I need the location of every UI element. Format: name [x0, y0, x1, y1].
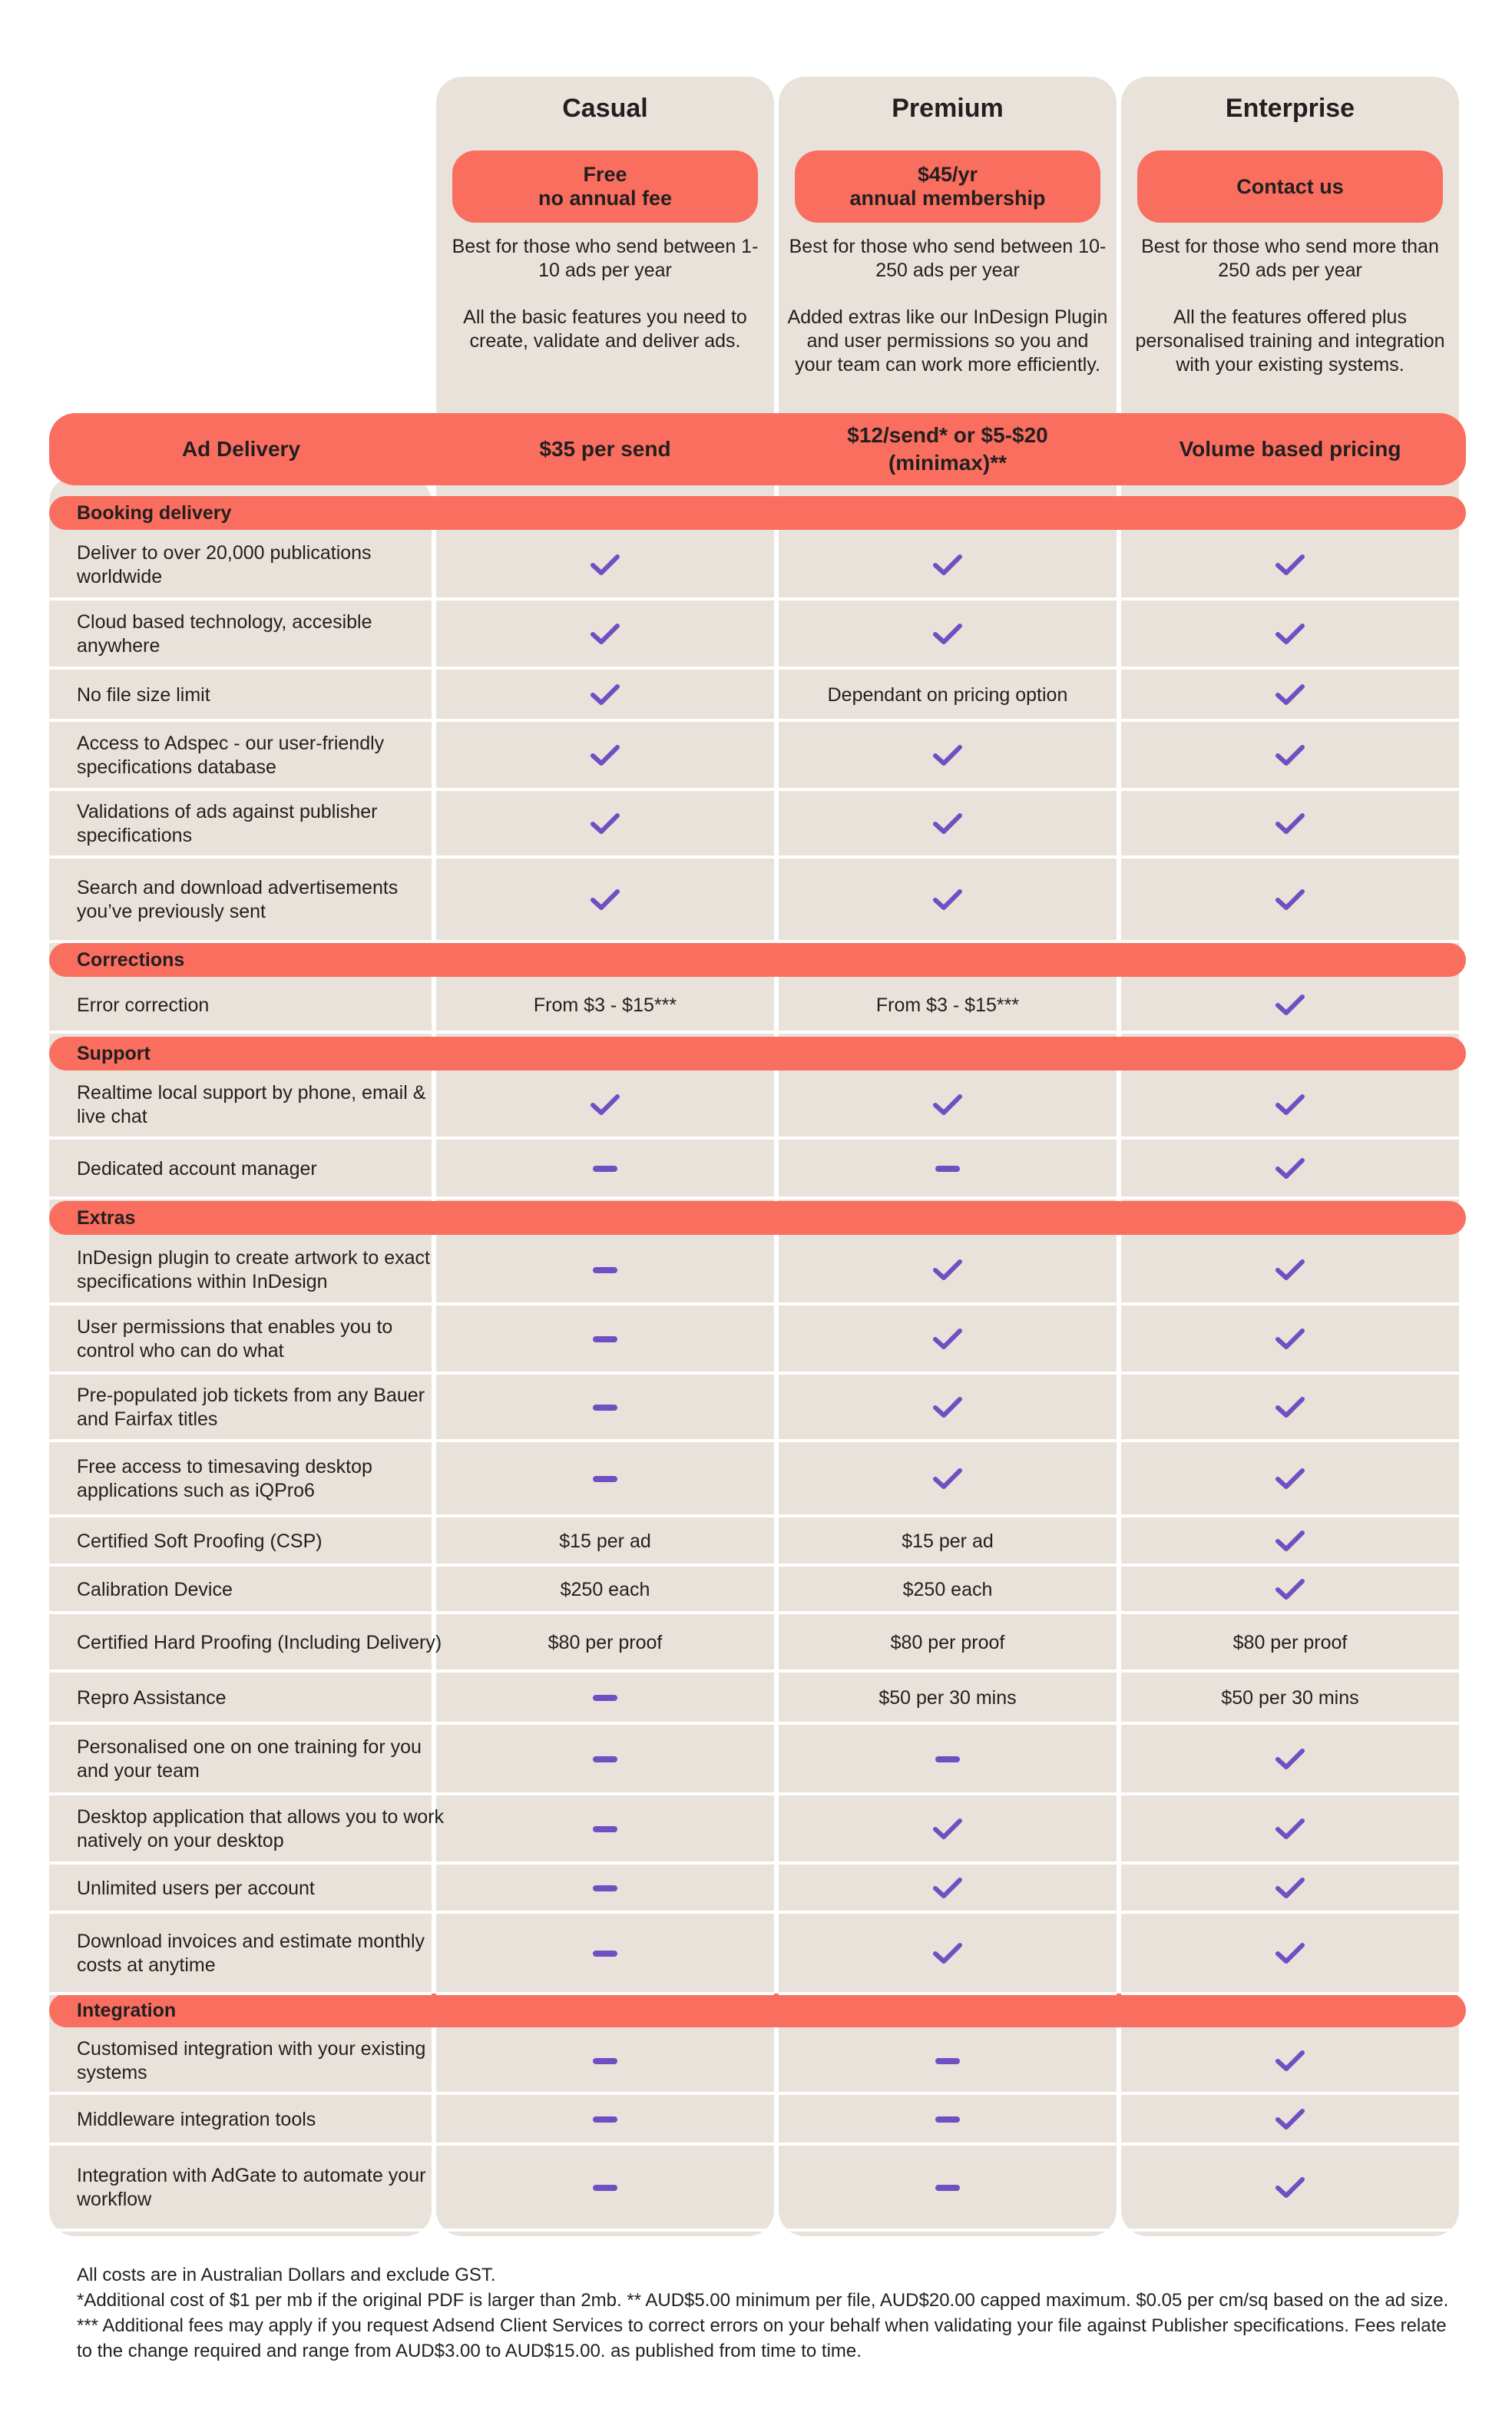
table-row: [49, 1140, 1466, 1198]
check-icon: [1275, 554, 1305, 577]
check-icon: [591, 744, 620, 767]
dash-icon: [935, 2185, 960, 2191]
cell-premium-text: From $3 - $15***: [875, 994, 1020, 1016]
cell-premium: [779, 1795, 1117, 1863]
check-icon: [933, 1877, 962, 1900]
cell-casual: [436, 859, 774, 941]
plan-price-line2: no annual fee: [538, 187, 673, 210]
footnote: All costs are in Australian Dollars and exclude GST.: [77, 2265, 496, 2285]
row-divider: [1121, 1992, 1459, 1995]
dash-icon: [593, 1336, 617, 1342]
dash-icon: [593, 1695, 617, 1701]
cell-casual: [436, 1725, 774, 1794]
cell-enterprise: [1121, 1517, 1459, 1565]
table-row: [49, 601, 1466, 668]
feature-label: Dedicated account manager: [77, 1157, 317, 1180]
cell-casual-text: From $3 - $15***: [533, 994, 677, 1016]
cell-premium: [779, 722, 1117, 789]
table-row: [49, 791, 1466, 857]
check-icon: [1275, 1818, 1305, 1841]
row-divider: [1121, 2229, 1459, 2232]
dash-icon: [935, 1756, 960, 1762]
cell-premium-text: $80 per proof: [890, 1631, 1005, 1653]
table-row: [49, 859, 1466, 941]
plan-price-line1: $45/yr: [917, 163, 978, 186]
footnote: *Additional cost of $1 per mb if the original PDF is larger than 2mb. ** AUD$5.00 minimum per file, AUD$20.00 capped maximum. $0.05 per cm/sq based on the ad size.: [77, 2290, 1449, 2311]
dash-icon: [935, 2116, 960, 2123]
dash-icon: [593, 2116, 617, 2123]
ad-delivery-enterprise: Volume based pricing: [1179, 437, 1401, 461]
cell-premium: [779, 531, 1117, 599]
section-corrections: [49, 943, 1466, 977]
cell-casual: [436, 1375, 774, 1441]
cell-enterprise: [1121, 1567, 1459, 1613]
check-icon: [591, 683, 620, 707]
plan-features-summary: Added extras like our InDesign Plugin and user permissions so you and your team can work more efficiently.: [787, 306, 1108, 376]
check-icon: [1275, 994, 1305, 1017]
section-extras: [49, 1201, 1466, 1235]
feature-label: Access to Adspec - our user-friendly specifications database: [77, 733, 385, 778]
check-icon: [1275, 1877, 1305, 1900]
check-icon: [591, 554, 620, 577]
table-row: [49, 1517, 1466, 1565]
cell-enterprise-text: $50 per 30 mins: [1221, 1686, 1359, 1709]
table-row: [49, 1236, 1466, 1304]
table-row: [49, 1673, 1466, 1723]
plan-name: Enterprise: [1225, 94, 1355, 123]
feature-label: Personalised one on one training for you and your team: [77, 1736, 422, 1782]
dash-icon: [935, 1166, 960, 1172]
dash-icon: [593, 1885, 617, 1891]
cell-casual: [436, 2146, 774, 2230]
table-row: [49, 1442, 1466, 1516]
cell-enterprise: [1121, 2095, 1459, 2144]
check-icon: [933, 1259, 962, 1282]
row-divider: [779, 2229, 1117, 2232]
row-divider: [49, 1031, 432, 1034]
cell-enterprise: [1121, 1914, 1459, 1994]
plan-name: Premium: [892, 94, 1004, 123]
check-icon: [1275, 2108, 1305, 2131]
plan-features-summary: All the features offered plus personalised training and integration with your existing systems.: [1135, 306, 1445, 376]
check-icon: [1275, 889, 1305, 912]
cell-casual: [436, 722, 774, 789]
check-icon: [1275, 1942, 1305, 1965]
row-divider: [436, 940, 774, 943]
row-divider: [779, 1196, 1117, 1200]
plan-price-pill[interactable]: [452, 151, 758, 223]
cell-premium: [779, 2095, 1117, 2144]
row-divider: [1121, 940, 1459, 943]
table-row: [49, 1795, 1466, 1863]
feature-label: Validations of ads against publisher specifications: [77, 801, 378, 846]
check-icon: [1275, 623, 1305, 646]
cell-premium: [779, 1914, 1117, 1994]
section-integration: [49, 1994, 1466, 2027]
check-icon: [1275, 1530, 1305, 1553]
table-row: [49, 1072, 1466, 1138]
feature-label: Pre-populated job tickets from any Bauer and Fairfax titles: [77, 1385, 425, 1430]
cell-enterprise: [1121, 2029, 1459, 2093]
cell-enterprise: [1121, 1442, 1459, 1516]
dash-icon: [593, 1826, 617, 1832]
check-icon: [933, 623, 962, 646]
feature-label: Error correction: [77, 994, 210, 1016]
cell-enterprise: [1121, 1305, 1459, 1373]
cell-premium: [779, 791, 1117, 857]
section-support: [49, 1037, 1466, 1071]
cell-enterprise: [1121, 1725, 1459, 1794]
plan-price-line1: Free: [583, 163, 627, 186]
row-divider: [436, 1992, 774, 1995]
cell-enterprise: [1121, 670, 1459, 720]
cell-casual: [436, 1305, 774, 1373]
dash-icon: [593, 2058, 617, 2064]
check-icon: [1275, 683, 1305, 707]
feature-label: Download invoices and estimate monthly costs at anytime: [77, 1931, 425, 1976]
row-divider: [49, 2229, 432, 2232]
cell-premium-text: $50 per 30 mins: [878, 1686, 1017, 1709]
cell-enterprise: [1121, 1236, 1459, 1304]
table-row: [49, 2146, 1466, 2230]
dash-icon: [593, 1951, 617, 1957]
cell-premium: [779, 1725, 1117, 1794]
feature-label: Cloud based technology, accesible anywhere: [77, 611, 372, 657]
ad-delivery-casual: $35 per send: [539, 437, 671, 461]
dash-icon: [593, 1267, 617, 1273]
section-title: Corrections: [77, 949, 185, 971]
cell-premium: [779, 1305, 1117, 1373]
feature-label: Repro Assistance: [77, 1686, 227, 1709]
cell-casual: [436, 1072, 774, 1138]
check-icon: [1275, 744, 1305, 767]
ad-delivery-band: [49, 413, 1466, 485]
check-icon: [933, 1094, 962, 1117]
cell-enterprise: [1121, 791, 1459, 857]
feature-label: No file size limit: [77, 683, 210, 706]
cell-premium: [779, 1072, 1117, 1138]
table-row: [49, 978, 1466, 1032]
cell-premium: [779, 859, 1117, 941]
plan-name: Casual: [562, 94, 648, 123]
plan-description: Best for those who send between 10-250 ads per year: [789, 236, 1107, 281]
feature-label: Deliver to over 20,000 publications worldwide: [77, 542, 372, 587]
row-divider: [49, 1992, 432, 1995]
dash-icon: [935, 2058, 960, 2064]
cell-premium-text: $250 each: [902, 1578, 993, 1600]
cell-enterprise: [1121, 978, 1459, 1032]
cell-enterprise: [1121, 1140, 1459, 1198]
table-row: [49, 722, 1466, 789]
check-icon: [933, 744, 962, 767]
table-row: [49, 1614, 1466, 1671]
row-divider: [1121, 1196, 1459, 1200]
check-icon: [1275, 1468, 1305, 1491]
cell-premium: [779, 1865, 1117, 1912]
check-icon: [1275, 1094, 1305, 1117]
dash-icon: [593, 2185, 617, 2191]
plan-description: Best for those who send more than 250 ads per year: [1141, 236, 1439, 281]
check-icon: [1275, 812, 1305, 836]
cell-enterprise: [1121, 531, 1459, 599]
feature-label: Integration with AdGate to automate your workflow: [77, 2165, 426, 2210]
row-divider: [779, 1031, 1117, 1034]
cell-enterprise: [1121, 1865, 1459, 1912]
cell-casual: [436, 1236, 774, 1304]
check-icon: [1275, 1328, 1305, 1351]
cell-premium-text: Dependant on pricing option: [827, 683, 1068, 706]
cell-enterprise: [1121, 1072, 1459, 1138]
row-divider: [779, 1992, 1117, 1995]
feature-label: InDesign plugin to create artwork to exact specifications within InDesign: [77, 1247, 430, 1292]
table-row: [49, 531, 1466, 599]
cell-casual: [436, 2095, 774, 2144]
feature-label: Free access to timesaving desktop applications such as iQPro6: [77, 1456, 372, 1501]
feature-label: Calibration Device: [77, 1578, 233, 1600]
cell-casual: [436, 1140, 774, 1198]
table-row: [49, 1375, 1466, 1441]
table-row: [49, 670, 1466, 720]
feature-label: Desktop application that allows you to work natively on your desktop: [77, 1806, 445, 1851]
check-icon: [933, 1942, 962, 1965]
cell-casual: [436, 1914, 774, 1994]
cell-enterprise: [1121, 1795, 1459, 1863]
cell-premium: [779, 2146, 1117, 2230]
check-icon: [933, 889, 962, 912]
dash-icon: [593, 1166, 617, 1172]
cell-enterprise: [1121, 1375, 1459, 1441]
section-title: Support: [77, 1043, 151, 1064]
cell-casual-text: $15 per ad: [559, 1530, 651, 1552]
check-icon: [933, 1468, 962, 1491]
section-title: Integration: [77, 2000, 177, 2021]
check-icon: [591, 623, 620, 646]
row-divider: [1121, 1031, 1459, 1034]
cell-casual-text: $80 per proof: [548, 1631, 663, 1653]
check-icon: [933, 1396, 962, 1419]
plan-price-line2: annual membership: [849, 187, 1046, 210]
row-divider: [436, 1031, 774, 1034]
row-divider: [49, 1196, 432, 1200]
cell-premium: [779, 1375, 1117, 1441]
cell-casual: [436, 670, 774, 720]
cell-casual: [436, 791, 774, 857]
dash-icon: [593, 1756, 617, 1762]
check-icon: [933, 1328, 962, 1351]
cell-enterprise: [1121, 601, 1459, 668]
check-icon: [1275, 1578, 1305, 1601]
table-row: [49, 1567, 1466, 1613]
row-divider: [436, 1196, 774, 1200]
feature-label: Certified Soft Proofing (CSP): [77, 1530, 323, 1552]
check-icon: [1275, 1157, 1305, 1180]
footnote: *** Additional fees may apply if you request Adsend Client Services to correct errors on your behalf when validating your file against Publisher specifications. Fees relate to the change required and range from AUD$3.00 to AUD$15.00. as published from time to time.: [77, 2315, 1447, 2361]
cell-casual: [436, 1865, 774, 1912]
cell-casual: [436, 601, 774, 668]
table-row: [49, 2095, 1466, 2144]
check-icon: [1275, 1259, 1305, 1282]
check-icon: [591, 812, 620, 836]
plan-price-pill[interactable]: [1137, 151, 1443, 223]
cell-casual-text: $250 each: [560, 1578, 650, 1600]
check-icon: [1275, 2050, 1305, 2073]
table-row: [49, 1865, 1466, 1912]
section-title: Extras: [77, 1207, 136, 1229]
check-icon: [591, 889, 620, 912]
feature-label: Middleware integration tools: [77, 2108, 316, 2130]
cell-premium: [779, 1442, 1117, 1516]
table-row: [49, 1914, 1466, 1994]
cell-casual: [436, 2029, 774, 2093]
cell-enterprise: [1121, 859, 1459, 941]
check-icon: [591, 1094, 620, 1117]
cell-casual: [436, 1442, 774, 1516]
check-icon: [933, 1818, 962, 1841]
cell-premium: [779, 2029, 1117, 2093]
dash-icon: [593, 1476, 617, 1482]
table-row: [49, 1305, 1466, 1373]
section-title: Booking delivery: [77, 502, 232, 524]
check-icon: [1275, 1748, 1305, 1771]
feature-label: Search and download advertisements you’ve previously sent: [77, 877, 399, 922]
feature-label: User permissions that enables you to control who can do what: [77, 1316, 393, 1362]
cell-premium-text: $15 per ad: [902, 1530, 994, 1552]
feature-label: Certified Hard Proofing (Including Delivery): [77, 1631, 442, 1653]
cell-casual: [436, 1673, 774, 1723]
check-icon: [1275, 1396, 1305, 1419]
row-divider: [49, 940, 432, 943]
cell-enterprise: [1121, 2146, 1459, 2230]
check-icon: [1275, 2176, 1305, 2199]
plan-price-pill[interactable]: [795, 151, 1100, 223]
feature-label: Realtime local support by phone, email & live chat: [77, 1082, 426, 1127]
plan-description: Best for those who send between 1-10 ads per year: [452, 236, 759, 281]
plan-price-line1: Contact us: [1236, 174, 1344, 198]
cell-casual: [436, 531, 774, 599]
table-row: [49, 2029, 1466, 2093]
cell-premium: [779, 601, 1117, 668]
row-divider: [436, 2229, 774, 2232]
cell-enterprise: [1121, 722, 1459, 789]
check-icon: [933, 554, 962, 577]
footnotes: [77, 2262, 1451, 2364]
ad-delivery-label: Ad Delivery: [181, 437, 301, 461]
feature-label: Unlimited users per account: [77, 1877, 315, 1899]
cell-enterprise-text: $80 per proof: [1232, 1631, 1348, 1653]
plan-features-summary: All the basic features you need to create, validate and deliver ads.: [463, 306, 747, 352]
table-row: [49, 1725, 1466, 1794]
row-divider: [779, 940, 1117, 943]
cell-casual: [436, 1795, 774, 1863]
check-icon: [933, 812, 962, 836]
ad-delivery-premium: $12/send* or $5-$20 (minimax)**: [847, 423, 1048, 475]
feature-label: Customised integration with your existing systems: [77, 2038, 426, 2083]
dash-icon: [593, 1405, 617, 1411]
cell-premium: [779, 1140, 1117, 1198]
section-booking-delivery: [49, 496, 1466, 530]
cell-premium: [779, 1236, 1117, 1304]
